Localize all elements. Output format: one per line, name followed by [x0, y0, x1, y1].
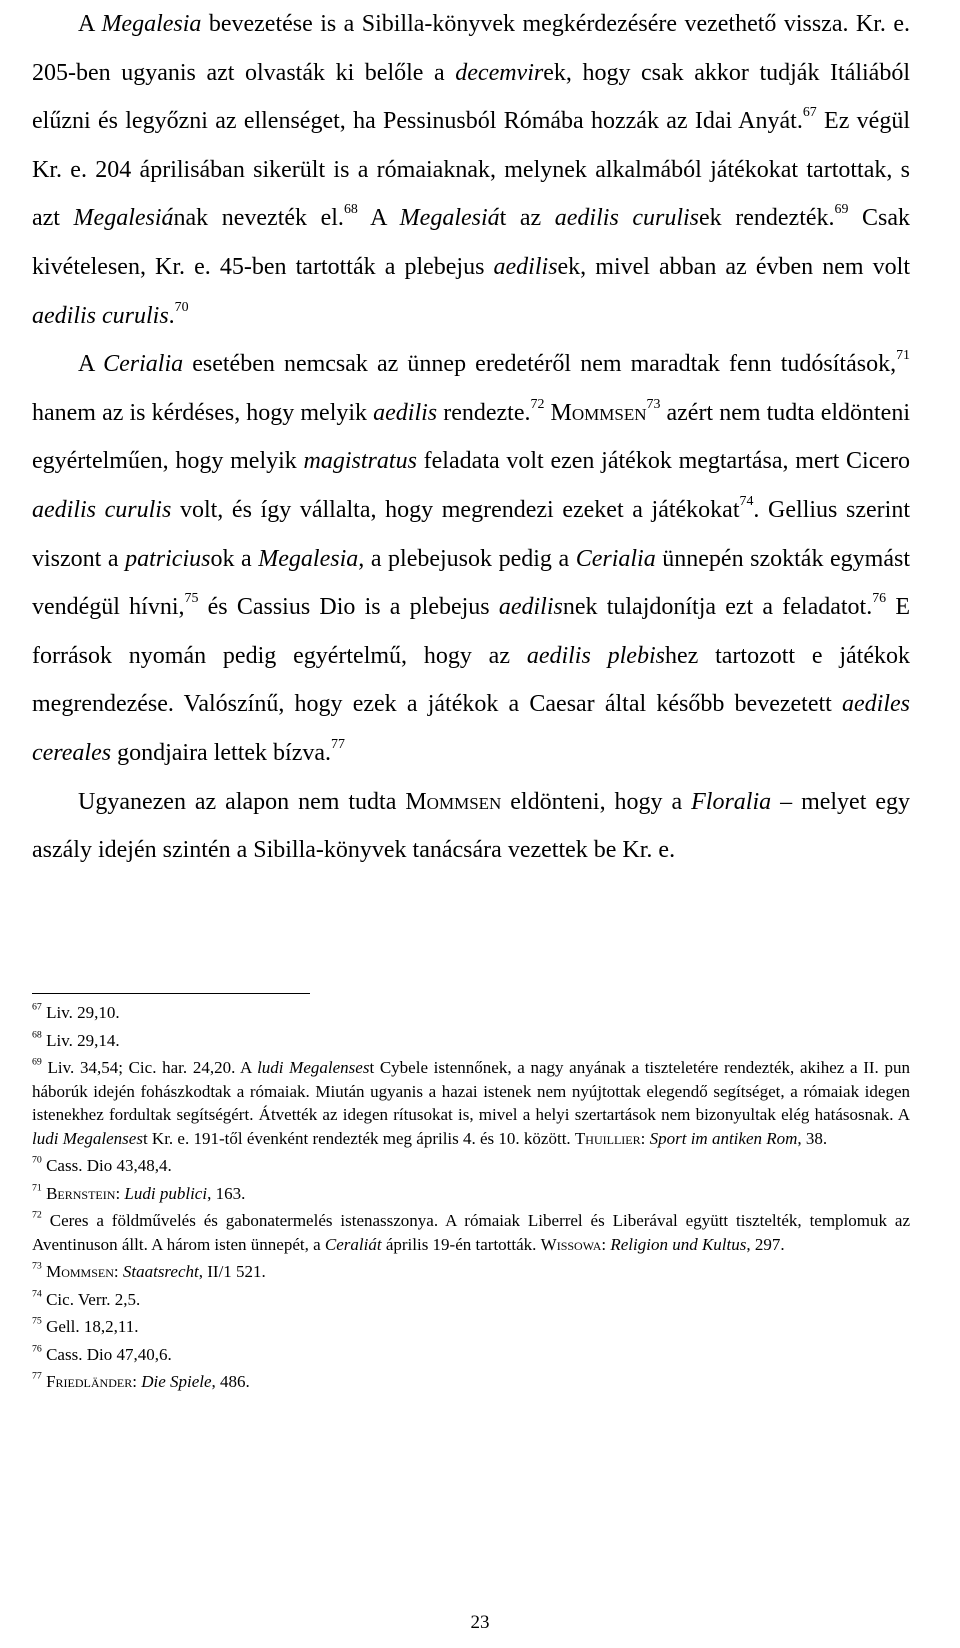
italic-text: aedilis curulis	[32, 302, 169, 329]
italic-text: Floralia	[691, 788, 772, 815]
text-run: és Cassius Dio is a plebejus	[198, 594, 499, 621]
italic-text: Ceraliát	[324, 1234, 382, 1254]
footnote-75	[32, 1315, 910, 1339]
text-run: ek, mivel abban az évben nem volt	[557, 253, 910, 280]
text-run: , 163.	[207, 1183, 246, 1203]
author-name: Thuillier	[574, 1128, 641, 1148]
text-run: bevezetése is a Sibilla-könyvek megkérdezésére vezethető vissza. Kr. e. 205-ben ugyanis azt olvasták ki belőle a	[32, 11, 910, 86]
text-run: ok a	[210, 545, 259, 572]
text-run: Liv. 29,10.	[41, 1003, 120, 1022]
footnote-ref: 69	[32, 1056, 42, 1068]
paragraph-floralia	[32, 778, 910, 875]
text-run: április 19-én tartották.	[381, 1234, 541, 1254]
text-run: , 38.	[797, 1128, 828, 1148]
text-run: volt, és így vállalta, hogy megrendezi ezeket a játékokat	[171, 496, 740, 523]
text-run: ek rendezték.	[699, 205, 835, 232]
text-run: eldönteni, hogy a	[501, 788, 692, 815]
italic-text: Staatsrecht	[122, 1262, 199, 1281]
italic-text: Die Spiele	[141, 1372, 212, 1391]
footnote-ref: 71	[32, 1182, 42, 1194]
footnote-ref: 76	[872, 591, 887, 607]
text-run: Ceres a földművelés és gabonatermelés istenasszonya. A rómaiak Liberrel és Liberával együtt tisztelték, templomuk az Aventinuson állt. A három isten ünnepét, a	[32, 1211, 910, 1254]
italic-text: aediles cereales	[32, 691, 910, 766]
text-run: – melyet egy aszály idején szintén a Sibilla-könyvek tanácsára vezettek be Kr. e.	[32, 788, 910, 864]
footnote-ref: 68	[32, 1029, 42, 1041]
text-run: gondjaira lettek bízva.	[111, 739, 331, 766]
text-run: , II/1 521.	[198, 1262, 266, 1281]
italic-text: Sport im antiken Rom	[649, 1128, 798, 1148]
text-run: t Cybele istennőnek, a nagy anyának a tiszteletére rendezték, akihez a II. pun háborúk idején fohászkodtak a rómaiak. Miután ugyanis a hazai istenek nem nyújtottak elegendő segítséget, a rómaiak idegen istenekhez fordultak segítségért. Átvették az idegen rítusokat is, mivel a helyi szertartások nem bizonyultak elég hatásosnak. A	[32, 1058, 910, 1124]
text-run: Csak kivételesen, Kr. e. 45-ben tartották a plebejus	[32, 205, 911, 280]
text-run: Liv. 29,14.	[41, 1030, 120, 1050]
text-run: , 486.	[211, 1372, 250, 1391]
footnote-72	[32, 1209, 910, 1256]
footnote-ref: 67	[802, 105, 817, 121]
text-run: hez tartozott e játékok megrendezése. Valószínű, hogy ezek a játékok a Caesar által később bevezetett	[32, 642, 911, 718]
italic-text: Religion und Kultus	[610, 1234, 747, 1254]
paragraph-cerialia	[32, 340, 910, 777]
text-run: :	[115, 1183, 125, 1203]
italic-text: Ludi publici	[124, 1183, 208, 1203]
italic-text: Megalesiá	[73, 205, 174, 232]
italic-text: magistratus	[303, 448, 417, 475]
paragraph-megalesia	[32, 0, 910, 340]
body-text	[32, 0, 910, 875]
italic-text: Megalesia,	[258, 545, 365, 572]
author-name: Mommsen	[405, 788, 502, 815]
footnote-ref: 75	[32, 1315, 42, 1327]
footnote-ref: 74	[32, 1288, 42, 1300]
text-run: ek, hogy csak akkor tudják Itáliából elűzni és legyőzni az ellenséget, ha Pessinusból Rómába hozzák az Idai Anyát.	[32, 59, 911, 135]
footnote-ref: 71	[896, 348, 910, 364]
text-run: t Kr. e. 191-től évenként rendezték meg április 4. és 10. között.	[142, 1128, 575, 1148]
footnote-ref: 73	[646, 396, 661, 412]
text-run: Ugyanezen az alapon nem tudta	[78, 788, 406, 815]
text-run: rendezte.	[437, 399, 531, 426]
footnote-69	[32, 1056, 910, 1150]
text-run: A	[78, 11, 102, 37]
footnote-ref: 77	[331, 737, 345, 753]
footnote-67	[32, 1001, 910, 1025]
italic-text: ludi Megalenses	[257, 1058, 370, 1077]
text-run: nak nevezték el.	[173, 205, 344, 232]
italic-text: aedilis curulis	[554, 205, 700, 232]
footnote-ref: 77	[32, 1370, 42, 1382]
italic-text: aedilis	[373, 399, 438, 426]
italic-text: Cerialia	[575, 545, 656, 572]
footnote-71	[32, 1182, 910, 1206]
italic-text: decemvir	[455, 59, 544, 86]
page-number: 23	[470, 1612, 490, 1633]
text-run: azért nem tudta eldönteni egyértelműen, hogy melyik	[32, 399, 910, 475]
text-run: a plebejusok pedig a	[364, 545, 576, 572]
text-run: nek tulajdonítja ezt a feladatot.	[562, 594, 873, 621]
author-name: Mommsen	[550, 399, 647, 426]
footnote-ref: 76	[32, 1343, 42, 1355]
footnote-77	[32, 1370, 910, 1394]
text-run: Gell. 18,2,11.	[41, 1317, 139, 1336]
text-run: ünnepén szokták egymást vendégül hívni,	[32, 545, 910, 621]
footnote-ref: 74	[739, 494, 754, 510]
text-run: Cass. Dio 43,48,4.	[41, 1156, 172, 1175]
text-run: esetében nemcsak az ünnep eredetéről nem maradtak fenn tudósítások,	[183, 351, 897, 378]
footnote-ref: 67	[32, 1001, 42, 1013]
author-name: Bernstein	[46, 1183, 116, 1203]
text-run: feladata volt ezen játékok megtartása, mert Cicero	[416, 448, 910, 475]
author-name: Mommsen	[46, 1262, 114, 1281]
footnote-ref: 68	[343, 202, 358, 218]
author-name: Wissowa	[540, 1234, 602, 1254]
footnote-74	[32, 1288, 910, 1312]
text-run: . Gellius szerint viszont a	[32, 496, 910, 572]
text-run: Cic. Verr. 2,5.	[41, 1289, 141, 1309]
italic-text: patricius	[125, 545, 211, 572]
text-run: .	[168, 302, 175, 329]
text-run: A	[78, 351, 104, 378]
text-run: hanem az is kérdéses, hogy melyik	[32, 399, 374, 426]
author-name: Friedländer	[46, 1372, 133, 1391]
text-run: Liv. 34,54; Cic. har. 24,20. A	[41, 1058, 258, 1077]
text-run: E források nyomán pedig egyértelmű, hogy az	[32, 594, 910, 669]
text-run: , 297.	[746, 1234, 785, 1254]
italic-text: aedilis plebis	[526, 642, 665, 669]
footnote-ref: 70	[32, 1154, 42, 1166]
text-run: Cass. Dio 47,40,6.	[41, 1344, 172, 1364]
footnote-ref: 72	[530, 396, 545, 412]
footnote-ref: 73	[32, 1260, 42, 1272]
footnotes	[32, 1001, 910, 1398]
text-run: :	[601, 1234, 611, 1254]
text-run: A	[357, 205, 400, 232]
italic-text: aedilis	[493, 253, 558, 280]
text-run: :	[113, 1262, 123, 1281]
footnote-73	[32, 1260, 910, 1284]
italic-text: aedilis	[498, 594, 563, 621]
footnote-separator	[32, 993, 310, 994]
footnote-ref: 72	[32, 1209, 42, 1221]
text-run: t az	[499, 205, 555, 232]
footnote-70	[32, 1154, 910, 1178]
footnote-76	[32, 1343, 910, 1367]
italic-text: ludi Megalenses	[32, 1128, 143, 1148]
footnote-ref: 70	[174, 299, 189, 315]
footnote-ref: 75	[184, 591, 199, 607]
text-run: :	[132, 1372, 142, 1391]
italic-text: Megalesia	[101, 11, 202, 37]
italic-text: aedilis curulis	[32, 496, 172, 523]
footnote-ref: 69	[834, 202, 849, 218]
text-run: :	[640, 1128, 650, 1148]
text-run: Ez végül Kr. e. 204 áprilisában sikerült is a rómaiaknak, melynek alkalmából játékokat tartottak, s azt	[32, 108, 911, 232]
italic-text: Cerialia	[103, 351, 184, 378]
footnote-68	[32, 1029, 910, 1053]
italic-text: Megalesiá	[399, 205, 500, 232]
